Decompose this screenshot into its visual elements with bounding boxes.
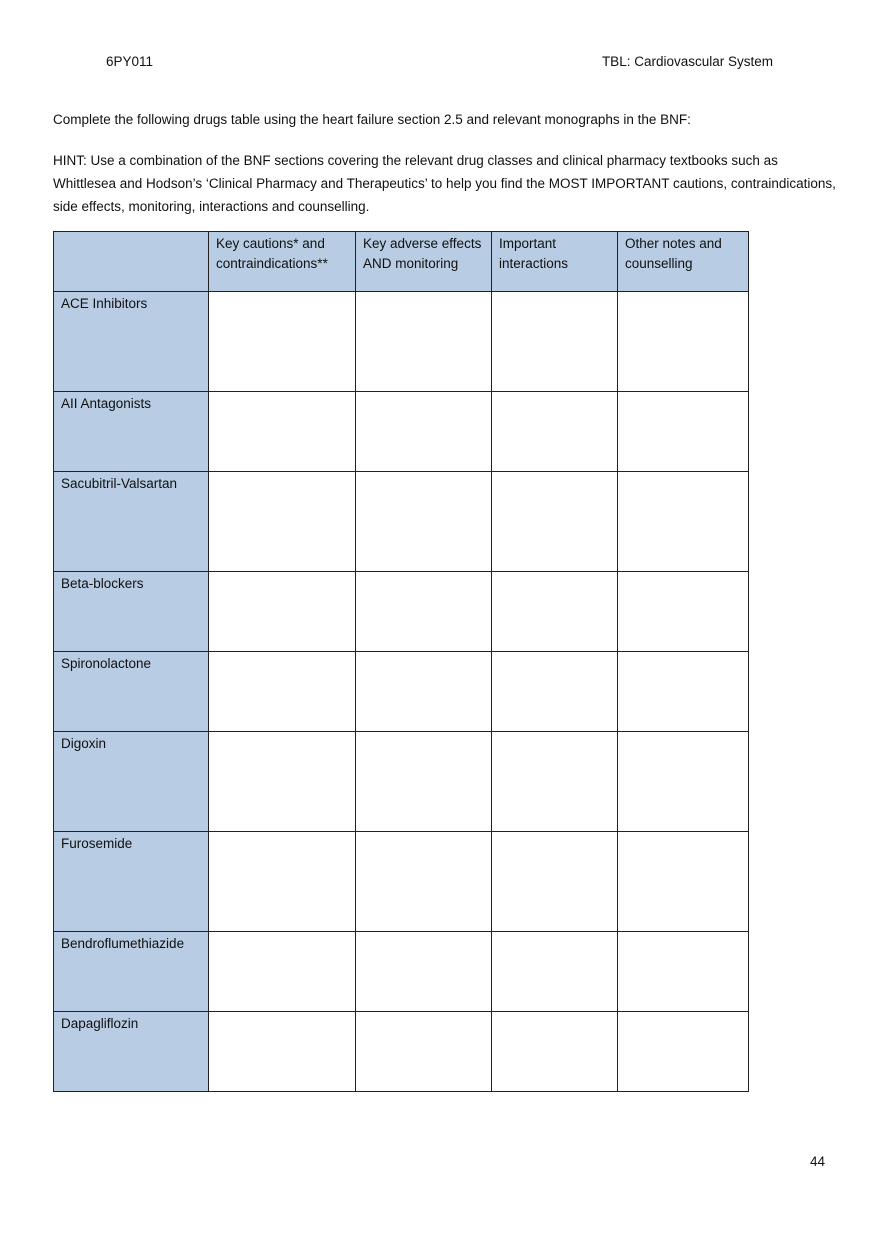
table-row [54,392,749,472]
answer-cell[interactable] [492,392,618,472]
table-row [54,652,749,732]
answer-cell[interactable] [209,292,356,392]
table-row [54,732,749,832]
answer-cell[interactable] [209,472,356,572]
answer-cell[interactable] [356,392,492,472]
table-row [54,292,749,392]
answer-cell[interactable] [209,832,356,932]
answer-cell[interactable] [209,1012,356,1092]
answer-cell[interactable] [618,392,749,472]
answer-cell[interactable] [356,292,492,392]
answer-cell[interactable] [618,932,749,1012]
answer-cell[interactable] [209,932,356,1012]
answer-cell[interactable] [492,652,618,732]
column-header: Other notes and counselling [618,232,749,292]
table-row [54,1012,749,1092]
answer-cell[interactable] [618,652,749,732]
answer-cell[interactable] [618,472,749,572]
answer-cell[interactable] [209,732,356,832]
table-row [54,832,749,932]
drug-name-cell: Dapagliflozin [54,1012,209,1092]
answer-cell[interactable] [618,1012,749,1092]
drug-name-cell: ACE Inhibitors [54,292,209,392]
answer-cell[interactable] [618,572,749,652]
course-code: 6PY011 [106,54,154,69]
answer-cell[interactable] [356,932,492,1012]
answer-cell[interactable] [356,1012,492,1092]
drug-name-cell: Bendroflumethiazide [54,932,209,1012]
hint-text: HINT: Use a combination of the BNF sections covering the relevant drug classes and clinical pharmacy textbooks such as Whittlesea and Hodson’s ‘Clinical Pharmacy and Therapeutics’ to help you find the MOST IMPORTANT cautions, contraindications, side effects, monitoring, interactions and counselling. [53,153,836,214]
answer-cell[interactable] [356,832,492,932]
answer-cell[interactable] [209,392,356,472]
answer-cell[interactable] [618,832,749,932]
answer-cell[interactable] [492,932,618,1012]
answer-cell[interactable] [356,652,492,732]
intro-text: Complete the following drugs table using the heart failure section 2.5 and relevant monographs in the BNF: [53,112,691,127]
table-row [54,932,749,1012]
drug-name-cell: Sacubitril-Valsartan [54,472,209,572]
column-header: Important interactions [492,232,618,292]
drugs-table [53,231,749,1092]
answer-cell[interactable] [356,472,492,572]
drug-name-cell: Beta-blockers [54,572,209,652]
table-header-row [54,232,749,292]
answer-cell[interactable] [356,572,492,652]
answer-cell[interactable] [492,572,618,652]
document-title: TBL: Cardiovascular System [601,54,773,69]
drug-name-cell: Spironolactone [54,652,209,732]
answer-cell[interactable] [618,292,749,392]
answer-cell[interactable] [209,652,356,732]
answer-cell[interactable] [356,732,492,832]
column-header [54,232,209,292]
column-header: Key adverse effects AND monitoring [356,232,492,292]
page-number: 44 [810,1154,826,1169]
answer-cell[interactable] [492,732,618,832]
table-row [54,472,749,572]
answer-cell[interactable] [492,1012,618,1092]
drug-name-cell: Digoxin [54,732,209,832]
drug-name-cell: Furosemide [54,832,209,932]
column-header: Key cautions* and contraindications** [209,232,356,292]
answer-cell[interactable] [618,732,749,832]
answer-cell[interactable] [492,472,618,572]
answer-cell[interactable] [492,292,618,392]
table-row [54,572,749,652]
answer-cell[interactable] [492,832,618,932]
drug-name-cell: AII Antagonists [54,392,209,472]
answer-cell[interactable] [209,572,356,652]
